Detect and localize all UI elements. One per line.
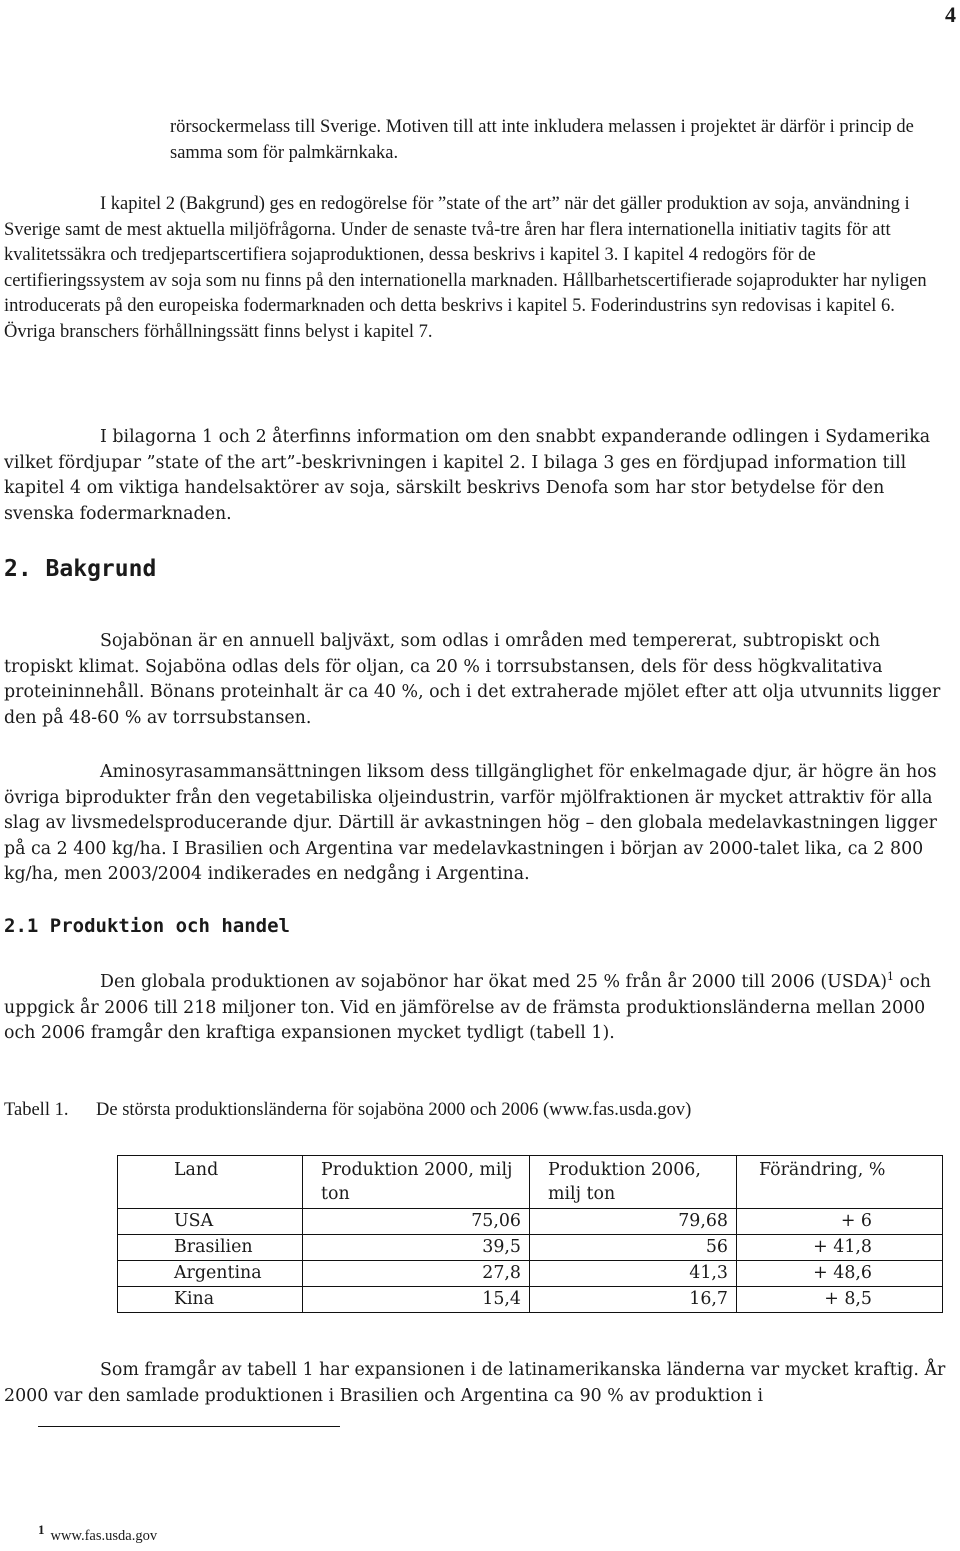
table-cell-2000: 15,4: [303, 1287, 530, 1313]
section-heading-bakgrund: 2. Bakgrund: [4, 556, 157, 582]
footnote-divider: [38, 1426, 340, 1427]
bakgrund-paragraph-2: Aminosyrasammansättningen liksom dess tillgänglighet för enkelmagade djur, är högre än hos övriga biprodukter från den vegetabiliska oljeindustrin, varför mjölfraktionen är mycket attraktiv för alla slag av livsmedelsproducerande djur. Därtill är avkastningen hög – den globala medelavkastningen ligger på ca 2 400 kg/ha. I Brasilien och Argentina var medelavkastningen i början av 2000-talet lika, ca 2 800 kg/ha, men 2003/2004 indikerades en nedgång i Argentina.: [4, 762, 937, 884]
bakgrund-paragraph-1: Sojabönan är en annuell baljväxt, som odlas i områden med tempererat, subtropiskt och tropiskt klimat. Sojaböna odlas dels för oljan, ca 20 % i torrsubstansen, dels för dess högkvalitativa proteininnehåll. Bönans proteinhalt är ca 40 %, och i det extraherade mjölet efter att olja utvunnits ligger den på 48-60 % av torrsubstansen.: [4, 631, 941, 728]
footnote-mark: 1: [38, 1522, 45, 1537]
table-header-row: [118, 1156, 943, 1209]
table-cell-land: Kina: [118, 1287, 303, 1313]
table-row: [118, 1287, 943, 1313]
table-cell-2000: 39,5: [303, 1235, 530, 1261]
footnote-text: www.fas.usda.gov: [50, 1527, 158, 1544]
table-cell-2006: 16,7: [530, 1287, 737, 1313]
produktion-paragraph-1: [4, 970, 950, 1047]
table-cell-2006: 79,68: [530, 1209, 737, 1235]
section-heading-produktion: 2.1 Produktion och handel: [4, 915, 290, 937]
production-table: [117, 1155, 943, 1313]
produktion-paragraph-1-text-b: och uppgick år 2006 till 218 miljoner ton. Vid en jämförelse av de främsta produktionsländerna mellan 2000 och 2006 framgår den kraftiga expansionen mycket tydligt (tabell 1).: [4, 972, 931, 1043]
table-cell-change: + 41,8: [737, 1235, 943, 1261]
table-cell-land: Argentina: [118, 1261, 303, 1287]
table-caption: [4, 1100, 691, 1121]
footnote-reference[interactable]: 1: [887, 970, 895, 984]
produktion-paragraph-2: Som framgår av tabell 1 har expansionen i de latinamerikanska länderna var mycket kraftig. År 2000 var den samlade produktionen i Brasilien och Argentina ca 90 % av produktion i: [4, 1360, 946, 1406]
page-number: 4: [945, 2, 956, 27]
table-header-cell: Produktion 2006, milj ton: [530, 1156, 737, 1209]
continuation-paragraph: rörsockermelass till Sverige. Motiven till att inte inkludera melassen i projektet är därför i princip de samma som för palmkärnkaka.: [170, 117, 914, 163]
table-row: [118, 1235, 943, 1261]
table-header-cell: Förändring, %: [737, 1156, 943, 1209]
table-cell-2006: 41,3: [530, 1261, 737, 1287]
table-cell-land: USA: [118, 1209, 303, 1235]
table-row: [118, 1261, 943, 1287]
intro-paragraph-2: I bilagorna 1 och 2 återfinns information om den snabbt expanderande odlingen i Sydamerika vilket fördjupar ”state of the art”-beskrivningen i kapitel 2. I bilaga 3 ges en fördjupad information till kapitel 4 om viktiga handelsaktörer av soja, särskilt beskrivs Denofa som har stor betydelse för den svenska fodermarknaden.: [4, 427, 931, 524]
table-row: [118, 1209, 943, 1235]
table-cell-2006: 56: [530, 1235, 737, 1261]
table-header-cell: Land: [118, 1156, 303, 1209]
produktion-paragraph-1-text-a: Den globala produktionen av sojabönor har ökat med 25 % från år 2000 till 2006 (USDA): [100, 972, 888, 992]
intro-paragraph-1: I kapitel 2 (Bakgrund) ges en redogörelse för ”state of the art” när det gäller produktion av soja, användning i Sverige samt de mest aktuella miljöfrågorna. Under de senaste två-tre åren har flera internationella initiativ tagits för att kvalitetssäkra och tredjepartscertifiera sojaproduktionen, dessa beskrivs i kapitel 3. I kapitel 4 redogörs för de certifieringssystem av soja som nu finns på den internationella marknaden. Hållbarhetscertifierade sojaprodukter har nyligen introducerats på den europeiska fodermarknaden och detta beskrivs i kapitel 5. Foderindustrins syn redovisas i kapitel 6. Övriga branschers förhållningssätt finns belyst i kapitel 7.: [4, 194, 927, 342]
table-cell-change: + 6: [737, 1209, 943, 1235]
footnote: [38, 1522, 157, 1545]
table-header-cell: Produktion 2000, milj ton: [303, 1156, 530, 1209]
table-cell-land: Brasilien: [118, 1235, 303, 1261]
table-cell-change: + 48,6: [737, 1261, 943, 1287]
table-cell-2000: 27,8: [303, 1261, 530, 1287]
table-caption-text: De största produktionsländerna för sojaböna 2000 och 2006 (www.fas.usda.gov): [96, 1100, 692, 1120]
table-cell-change: + 8,5: [737, 1287, 943, 1313]
table-cell-2000: 75,06: [303, 1209, 530, 1235]
table-caption-label: Tabell 1.: [4, 1100, 69, 1120]
